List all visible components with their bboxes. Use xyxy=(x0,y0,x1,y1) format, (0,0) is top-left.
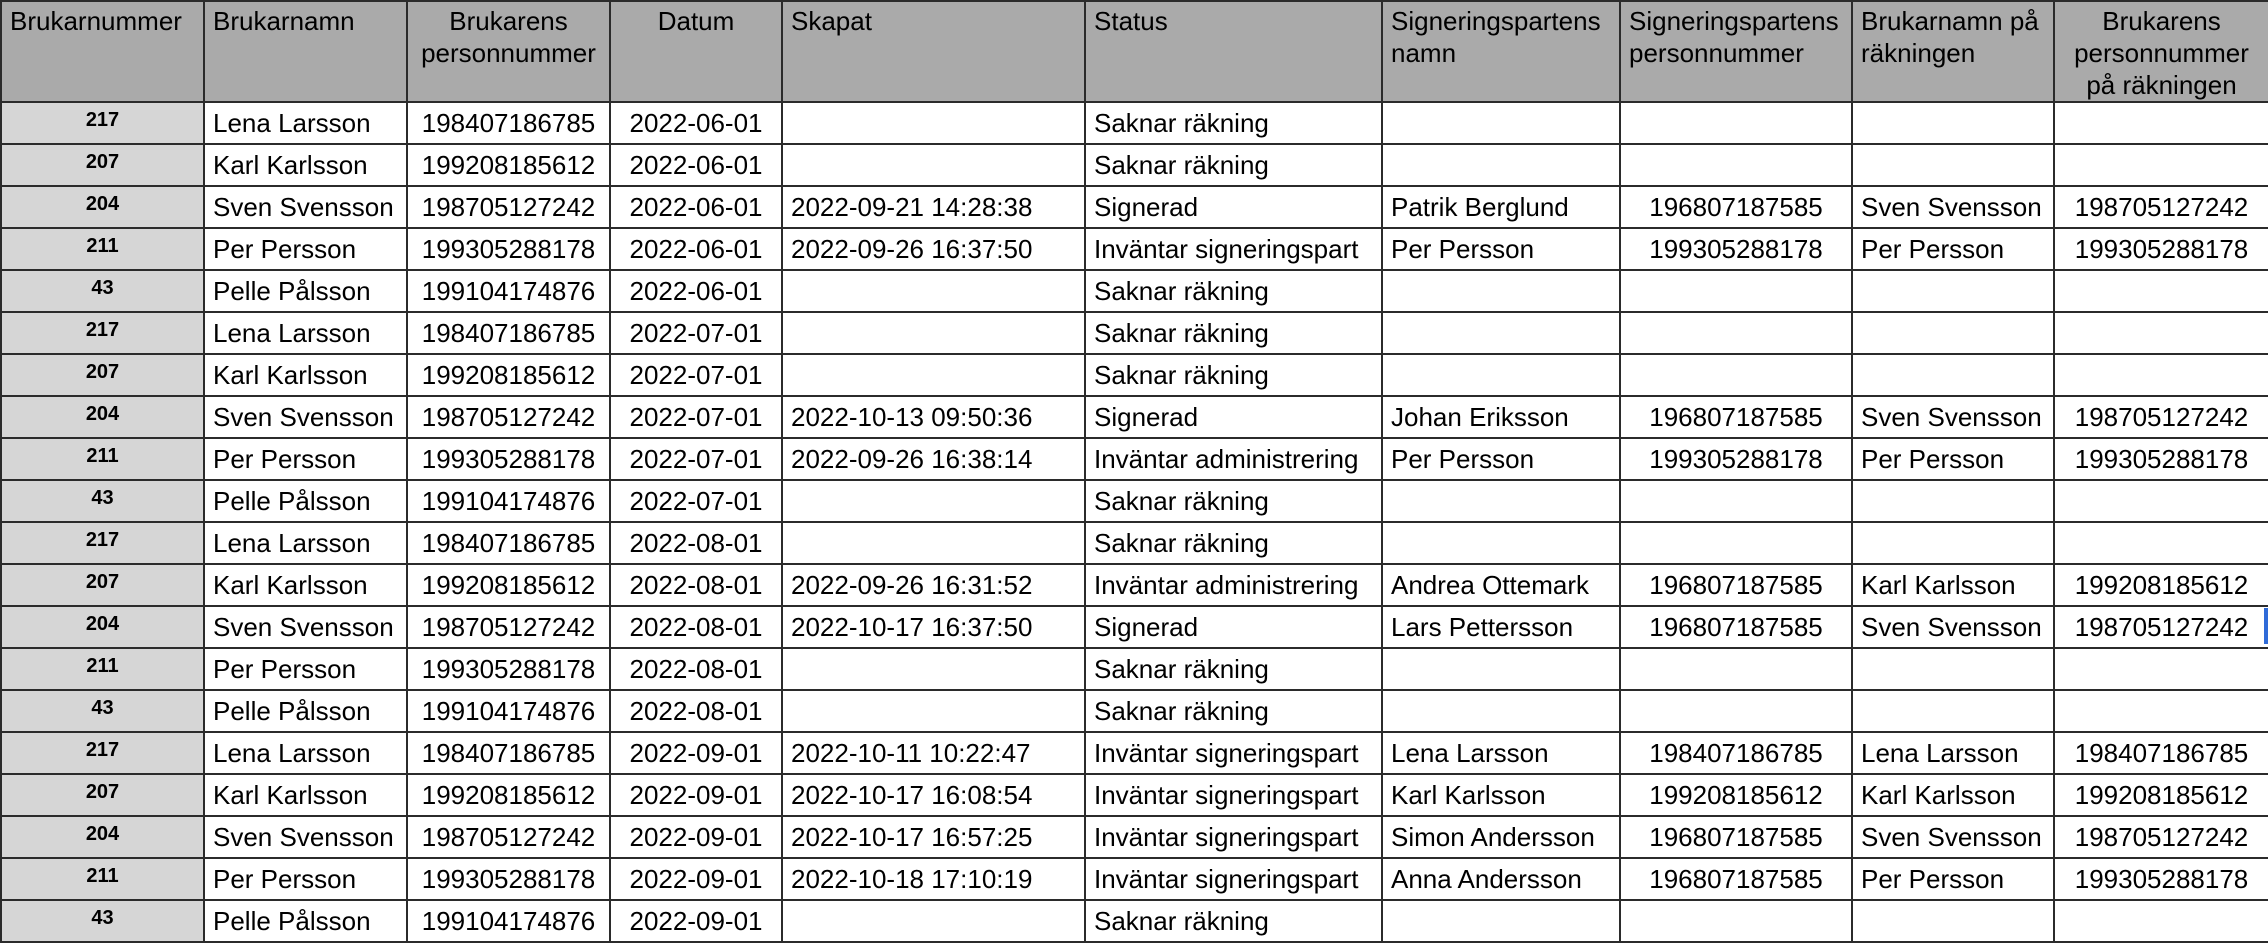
brukarnamn-cell[interactable]: Karl Karlsson xyxy=(204,564,407,606)
column-header-brukarnummer[interactable]: Brukarnummer xyxy=(1,1,204,102)
rakning-brukarnamn-cell[interactable]: Sven Svensson xyxy=(1852,396,2054,438)
personnummer-cell[interactable]: 199305288178 xyxy=(407,648,610,690)
datum-cell[interactable]: 2022-06-01 xyxy=(610,186,782,228)
personnummer-cell[interactable]: 198407186785 xyxy=(407,732,610,774)
rakning-personnummer-cell[interactable] xyxy=(2054,144,2268,186)
rakning-personnummer-cell[interactable] xyxy=(2054,270,2268,312)
brukarnamn-cell[interactable]: Per Persson xyxy=(204,648,407,690)
rakning-brukarnamn-cell[interactable] xyxy=(1852,354,2054,396)
signeringspart-namn-cell[interactable] xyxy=(1382,144,1620,186)
status-cell[interactable]: Saknar räkning xyxy=(1085,102,1382,144)
table-row xyxy=(1,144,2268,186)
brukarnamn-cell[interactable]: Pelle Pålsson xyxy=(204,270,407,312)
brukarnamn-cell[interactable]: Sven Svensson xyxy=(204,606,407,648)
signeringspart-namn-cell[interactable] xyxy=(1382,480,1620,522)
brukarnamn-cell[interactable]: Per Persson xyxy=(204,858,407,900)
brukarnamn-cell[interactable]: Sven Svensson xyxy=(204,396,407,438)
signeringspart-namn-cell[interactable]: Johan Eriksson xyxy=(1382,396,1620,438)
brukarnummer-cell[interactable]: 217 xyxy=(1,522,204,564)
datum-cell[interactable]: 2022-09-01 xyxy=(610,900,782,942)
signeringspart-personnummer-cell[interactable] xyxy=(1620,480,1852,522)
brukarnamn-cell[interactable]: Per Persson xyxy=(204,228,407,270)
rakning-personnummer-cell[interactable]: 199208185612 xyxy=(2054,564,2268,606)
rakning-brukarnamn-cell[interactable] xyxy=(1852,648,2054,690)
personnummer-cell[interactable]: 199104174876 xyxy=(407,900,610,942)
brukarnamn-cell[interactable]: Per Persson xyxy=(204,438,407,480)
signeringspart-namn-cell[interactable] xyxy=(1382,690,1620,732)
signeringspart-personnummer-cell[interactable] xyxy=(1620,270,1852,312)
status-cell[interactable]: Signerad xyxy=(1085,606,1382,648)
signeringspart-personnummer-cell[interactable]: 198407186785 xyxy=(1620,732,1852,774)
skapat-cell[interactable] xyxy=(782,648,1085,690)
table-row xyxy=(1,312,2268,354)
status-cell[interactable]: Inväntar signeringspart xyxy=(1085,732,1382,774)
signeringspart-personnummer-cell[interactable] xyxy=(1620,144,1852,186)
datum-cell[interactable]: 2022-07-01 xyxy=(610,438,782,480)
signeringspart-personnummer-cell[interactable] xyxy=(1620,648,1852,690)
signeringspart-personnummer-cell[interactable]: 199305288178 xyxy=(1620,228,1852,270)
brukarnummer-cell[interactable]: 204 xyxy=(1,816,204,858)
rakning-personnummer-cell[interactable]: 198705127242 xyxy=(2054,396,2268,438)
table-row xyxy=(1,228,2268,270)
table-row xyxy=(1,774,2268,816)
datum-cell[interactable]: 2022-08-01 xyxy=(610,564,782,606)
table-row xyxy=(1,900,2268,942)
rakning-brukarnamn-cell[interactable] xyxy=(1852,522,2054,564)
column-header-status[interactable]: Status xyxy=(1085,1,1382,102)
status-cell[interactable]: Inväntar administrering xyxy=(1085,564,1382,606)
datum-cell[interactable]: 2022-08-01 xyxy=(610,522,782,564)
signeringspart-namn-cell[interactable] xyxy=(1382,354,1620,396)
datum-cell[interactable]: 2022-06-01 xyxy=(610,144,782,186)
table-row xyxy=(1,858,2268,900)
rakning-personnummer-cell[interactable] xyxy=(2054,648,2268,690)
status-cell[interactable]: Inväntar administrering xyxy=(1085,438,1382,480)
rakning-brukarnamn-cell[interactable] xyxy=(1852,900,2054,942)
rakning-personnummer-cell[interactable]: 199305288178 xyxy=(2054,858,2268,900)
skapat-cell[interactable] xyxy=(782,900,1085,942)
status-cell[interactable]: Signerad xyxy=(1085,396,1382,438)
brukarnamn-cell[interactable]: Karl Karlsson xyxy=(204,354,407,396)
brukarnummer-cell[interactable]: 43 xyxy=(1,900,204,942)
datum-cell[interactable]: 2022-07-01 xyxy=(610,396,782,438)
signeringspart-personnummer-cell[interactable] xyxy=(1620,522,1852,564)
signeringspart-namn-cell[interactable] xyxy=(1382,522,1620,564)
signeringspart-namn-cell[interactable] xyxy=(1382,312,1620,354)
header-row xyxy=(1,1,2268,102)
datum-cell[interactable]: 2022-07-01 xyxy=(610,312,782,354)
signeringspart-personnummer-cell[interactable] xyxy=(1620,312,1852,354)
table-row xyxy=(1,102,2268,144)
skapat-cell[interactable] xyxy=(782,522,1085,564)
signeringspart-personnummer-cell[interactable]: 196807187585 xyxy=(1620,564,1852,606)
brukarnummer-cell[interactable]: 43 xyxy=(1,270,204,312)
signeringspart-personnummer-cell[interactable]: 196807187585 xyxy=(1620,186,1852,228)
signeringspart-namn-cell[interactable]: Simon Andersson xyxy=(1382,816,1620,858)
skapat-cell[interactable]: 2022-10-11 10:22:47 xyxy=(782,732,1085,774)
skapat-cell[interactable] xyxy=(782,354,1085,396)
skapat-cell[interactable]: 2022-10-17 16:08:54 xyxy=(782,774,1085,816)
status-cell[interactable]: Saknar räkning xyxy=(1085,144,1382,186)
skapat-cell[interactable] xyxy=(782,102,1085,144)
datum-cell[interactable]: 2022-06-01 xyxy=(610,102,782,144)
status-cell[interactable]: Signerad xyxy=(1085,186,1382,228)
brukarnummer-cell[interactable]: 211 xyxy=(1,438,204,480)
datum-cell[interactable]: 2022-07-01 xyxy=(610,354,782,396)
brukarnummer-cell[interactable]: 217 xyxy=(1,732,204,774)
skapat-cell[interactable]: 2022-09-21 14:28:38 xyxy=(782,186,1085,228)
table-row xyxy=(1,648,2268,690)
brukarnummer-cell[interactable]: 204 xyxy=(1,606,204,648)
personnummer-cell[interactable]: 199305288178 xyxy=(407,858,610,900)
personnummer-cell[interactable]: 198705127242 xyxy=(407,606,610,648)
rakning-brukarnamn-cell[interactable]: Karl Karlsson xyxy=(1852,774,2054,816)
datum-cell[interactable]: 2022-09-01 xyxy=(610,816,782,858)
datum-cell[interactable]: 2022-07-01 xyxy=(610,480,782,522)
signeringspart-namn-cell[interactable] xyxy=(1382,648,1620,690)
rakning-personnummer-cell[interactable]: 198705127242 xyxy=(2054,186,2268,228)
table-header xyxy=(1,1,2268,102)
brukarnummer-cell[interactable]: 207 xyxy=(1,564,204,606)
brukarnamn-cell[interactable]: Karl Karlsson xyxy=(204,774,407,816)
rakning-personnummer-cell[interactable] xyxy=(2054,102,2268,144)
table-row xyxy=(1,396,2268,438)
signeringspart-namn-cell[interactable]: Lars Pettersson xyxy=(1382,606,1620,648)
brukarnummer-cell[interactable]: 204 xyxy=(1,186,204,228)
brukarnummer-cell[interactable]: 43 xyxy=(1,690,204,732)
skapat-cell[interactable]: 2022-09-26 16:37:50 xyxy=(782,228,1085,270)
brukarnummer-cell[interactable]: 204 xyxy=(1,396,204,438)
brukarnamn-cell[interactable]: Lena Larsson xyxy=(204,102,407,144)
rakning-brukarnamn-cell[interactable]: Sven Svensson xyxy=(1852,816,2054,858)
brukarnamn-cell[interactable]: Lena Larsson xyxy=(204,312,407,354)
status-cell[interactable]: Saknar räkning xyxy=(1085,648,1382,690)
brukarnummer-cell[interactable]: 217 xyxy=(1,312,204,354)
brukarnamn-cell[interactable]: Karl Karlsson xyxy=(204,144,407,186)
personnummer-cell[interactable]: 199305288178 xyxy=(407,438,610,480)
table-row xyxy=(1,564,2268,606)
brukarnamn-cell[interactable]: Lena Larsson xyxy=(204,732,407,774)
rakning-personnummer-cell[interactable]: 199305288178 xyxy=(2054,228,2268,270)
signeringspart-personnummer-cell[interactable]: 196807187585 xyxy=(1620,396,1852,438)
table-row xyxy=(1,438,2268,480)
table-row xyxy=(1,690,2268,732)
status-cell[interactable]: Saknar räkning xyxy=(1085,270,1382,312)
skapat-cell[interactable]: 2022-09-26 16:38:14 xyxy=(782,438,1085,480)
status-cell[interactable]: Saknar räkning xyxy=(1085,312,1382,354)
column-header-datum[interactable]: Datum xyxy=(610,1,782,102)
rakning-personnummer-cell[interactable] xyxy=(2054,900,2268,942)
rakning-personnummer-cell[interactable]: 198705127242 xyxy=(2054,816,2268,858)
column-header-signeringspartens-personnummer[interactable]: Signeringspartens personnummer xyxy=(1620,1,1852,102)
status-cell[interactable]: Saknar räkning xyxy=(1085,480,1382,522)
personnummer-cell[interactable]: 198407186785 xyxy=(407,522,610,564)
rakning-personnummer-cell[interactable]: 199208185612 xyxy=(2054,774,2268,816)
table-body xyxy=(1,102,2268,942)
brukarnamn-cell[interactable]: Pelle Pålsson xyxy=(204,690,407,732)
rakning-personnummer-cell[interactable] xyxy=(2054,522,2268,564)
skapat-cell[interactable]: 2022-10-17 16:57:25 xyxy=(782,816,1085,858)
table-row xyxy=(1,732,2268,774)
datum-cell[interactable]: 2022-06-01 xyxy=(610,228,782,270)
rakning-brukarnamn-cell[interactable] xyxy=(1852,480,2054,522)
signeringspart-personnummer-cell[interactable]: 196807187585 xyxy=(1620,816,1852,858)
skapat-cell[interactable]: 2022-10-18 17:10:19 xyxy=(782,858,1085,900)
personnummer-cell[interactable]: 199208185612 xyxy=(407,144,610,186)
status-cell[interactable]: Saknar räkning xyxy=(1085,900,1382,942)
rakning-personnummer-cell[interactable]: 199305288178 xyxy=(2054,438,2268,480)
personnummer-cell[interactable]: 199104174876 xyxy=(407,480,610,522)
brukarnummer-cell[interactable]: 207 xyxy=(1,774,204,816)
brukarnummer-cell[interactable]: 211 xyxy=(1,228,204,270)
rakning-brukarnamn-cell[interactable]: Karl Karlsson xyxy=(1852,564,2054,606)
brukarnummer-cell[interactable]: 217 xyxy=(1,102,204,144)
personnummer-cell[interactable]: 198407186785 xyxy=(407,102,610,144)
signeringspart-personnummer-cell[interactable]: 196807187585 xyxy=(1620,606,1852,648)
personnummer-cell[interactable]: 198705127242 xyxy=(407,396,610,438)
rakning-personnummer-cell[interactable] xyxy=(2054,480,2268,522)
skapat-cell[interactable]: 2022-10-17 16:37:50 xyxy=(782,606,1085,648)
signeringspart-namn-cell[interactable]: Karl Karlsson xyxy=(1382,774,1620,816)
signeringspart-namn-cell[interactable]: Lena Larsson xyxy=(1382,732,1620,774)
rakning-personnummer-cell[interactable] xyxy=(2054,312,2268,354)
skapat-cell[interactable] xyxy=(782,312,1085,354)
datum-cell[interactable]: 2022-08-01 xyxy=(610,648,782,690)
skapat-cell[interactable]: 2022-09-26 16:31:52 xyxy=(782,564,1085,606)
signeringspart-namn-cell[interactable] xyxy=(1382,270,1620,312)
cell-selection-edge xyxy=(2264,608,2268,644)
signeringspart-personnummer-cell[interactable]: 199208185612 xyxy=(1620,774,1852,816)
brukarnamn-cell[interactable]: Sven Svensson xyxy=(204,186,407,228)
signeringspart-personnummer-cell[interactable] xyxy=(1620,900,1852,942)
column-header-brukarnamn-pa-rakningen[interactable]: Brukarnamn på räkningen xyxy=(1852,1,2054,102)
rakning-brukarnamn-cell[interactable] xyxy=(1852,144,2054,186)
status-cell[interactable]: Inväntar signeringspart xyxy=(1085,816,1382,858)
personnummer-cell[interactable]: 198705127242 xyxy=(407,186,610,228)
column-header-brukarnamn[interactable]: Brukarnamn xyxy=(204,1,407,102)
signeringspart-personnummer-cell[interactable] xyxy=(1620,354,1852,396)
skapat-cell[interactable] xyxy=(782,144,1085,186)
brukarnamn-cell[interactable]: Pelle Pålsson xyxy=(204,900,407,942)
table-row xyxy=(1,816,2268,858)
personnummer-cell[interactable]: 199208185612 xyxy=(407,354,610,396)
rakning-brukarnamn-cell[interactable] xyxy=(1852,312,2054,354)
rakning-brukarnamn-cell[interactable]: Per Persson xyxy=(1852,228,2054,270)
table-row xyxy=(1,270,2268,312)
skapat-cell[interactable]: 2022-10-13 09:50:36 xyxy=(782,396,1085,438)
rakning-brukarnamn-cell[interactable]: Per Persson xyxy=(1852,858,2054,900)
personnummer-cell[interactable]: 199104174876 xyxy=(407,690,610,732)
personnummer-cell[interactable]: 198705127242 xyxy=(407,816,610,858)
signeringspart-namn-cell[interactable]: Andrea Ottemark xyxy=(1382,564,1620,606)
rakning-brukarnamn-cell[interactable]: Lena Larsson xyxy=(1852,732,2054,774)
column-header-skapat[interactable]: Skapat xyxy=(782,1,1085,102)
brukarnummer-cell[interactable]: 207 xyxy=(1,144,204,186)
brukarnummer-cell[interactable]: 211 xyxy=(1,858,204,900)
rakning-brukarnamn-cell[interactable]: Sven Svensson xyxy=(1852,186,2054,228)
status-cell[interactable]: Saknar räkning xyxy=(1085,354,1382,396)
brukarnummer-cell[interactable]: 43 xyxy=(1,480,204,522)
datum-cell[interactable]: 2022-08-01 xyxy=(610,690,782,732)
signeringspart-namn-cell[interactable] xyxy=(1382,900,1620,942)
status-cell[interactable]: Inväntar signeringspart xyxy=(1085,774,1382,816)
table-row xyxy=(1,354,2268,396)
brukarnummer-cell[interactable]: 207 xyxy=(1,354,204,396)
table-row xyxy=(1,522,2268,564)
personnummer-cell[interactable]: 198407186785 xyxy=(407,312,610,354)
datum-cell[interactable]: 2022-06-01 xyxy=(610,270,782,312)
status-cell[interactable]: Saknar räkning xyxy=(1085,690,1382,732)
personnummer-cell[interactable]: 199104174876 xyxy=(407,270,610,312)
rakning-personnummer-cell[interactable]: 198705127242 xyxy=(2054,606,2268,648)
status-cell[interactable]: Inväntar signeringspart xyxy=(1085,858,1382,900)
column-header-signeringspartens-namn[interactable]: Signeringspartens namn xyxy=(1382,1,1620,102)
signeringspart-namn-cell[interactable]: Per Persson xyxy=(1382,228,1620,270)
rakning-brukarnamn-cell[interactable]: Sven Svensson xyxy=(1852,606,2054,648)
rakning-personnummer-cell[interactable] xyxy=(2054,354,2268,396)
brukarnamn-cell[interactable]: Lena Larsson xyxy=(204,522,407,564)
personnummer-cell[interactable]: 199208185612 xyxy=(407,774,610,816)
brukarnummer-cell[interactable]: 211 xyxy=(1,648,204,690)
signeringspart-personnummer-cell[interactable] xyxy=(1620,102,1852,144)
rakning-brukarnamn-cell[interactable]: Per Persson xyxy=(1852,438,2054,480)
signeringspart-namn-cell[interactable]: Per Persson xyxy=(1382,438,1620,480)
rakning-brukarnamn-cell[interactable] xyxy=(1852,102,2054,144)
datum-cell[interactable]: 2022-08-01 xyxy=(610,606,782,648)
skapat-cell[interactable] xyxy=(782,690,1085,732)
column-header-brukarens-personnummer[interactable]: Brukarens personnummer xyxy=(407,1,610,102)
status-cell[interactable]: Inväntar signeringspart xyxy=(1085,228,1382,270)
skapat-cell[interactable] xyxy=(782,480,1085,522)
datum-cell[interactable]: 2022-09-01 xyxy=(610,732,782,774)
table-row xyxy=(1,606,2268,648)
rakning-brukarnamn-cell[interactable] xyxy=(1852,270,2054,312)
brukarnamn-cell[interactable]: Pelle Pålsson xyxy=(204,480,407,522)
signeringspart-namn-cell[interactable]: Anna Andersson xyxy=(1382,858,1620,900)
rakning-personnummer-cell[interactable]: 198407186785 xyxy=(2054,732,2268,774)
personnummer-cell[interactable]: 199305288178 xyxy=(407,228,610,270)
personnummer-cell[interactable]: 199208185612 xyxy=(407,564,610,606)
datum-cell[interactable]: 2022-09-01 xyxy=(610,858,782,900)
skapat-cell[interactable] xyxy=(782,270,1085,312)
column-header-brukarens-personnummer-pa-rakningen[interactable]: Brukarens personnummer på räkningen xyxy=(2054,1,2268,102)
status-cell[interactable]: Saknar räkning xyxy=(1085,522,1382,564)
signeringspart-personnummer-cell[interactable] xyxy=(1620,690,1852,732)
signeringspart-personnummer-cell[interactable]: 196807187585 xyxy=(1620,858,1852,900)
table-row xyxy=(1,480,2268,522)
signeringspart-personnummer-cell[interactable]: 199305288178 xyxy=(1620,438,1852,480)
rakning-brukarnamn-cell[interactable] xyxy=(1852,690,2054,732)
signeringspart-namn-cell[interactable] xyxy=(1382,102,1620,144)
rakning-personnummer-cell[interactable] xyxy=(2054,690,2268,732)
brukarnamn-cell[interactable]: Sven Svensson xyxy=(204,816,407,858)
datum-cell[interactable]: 2022-09-01 xyxy=(610,774,782,816)
signeringspart-namn-cell[interactable]: Patrik Berglund xyxy=(1382,186,1620,228)
table-row xyxy=(1,186,2268,228)
